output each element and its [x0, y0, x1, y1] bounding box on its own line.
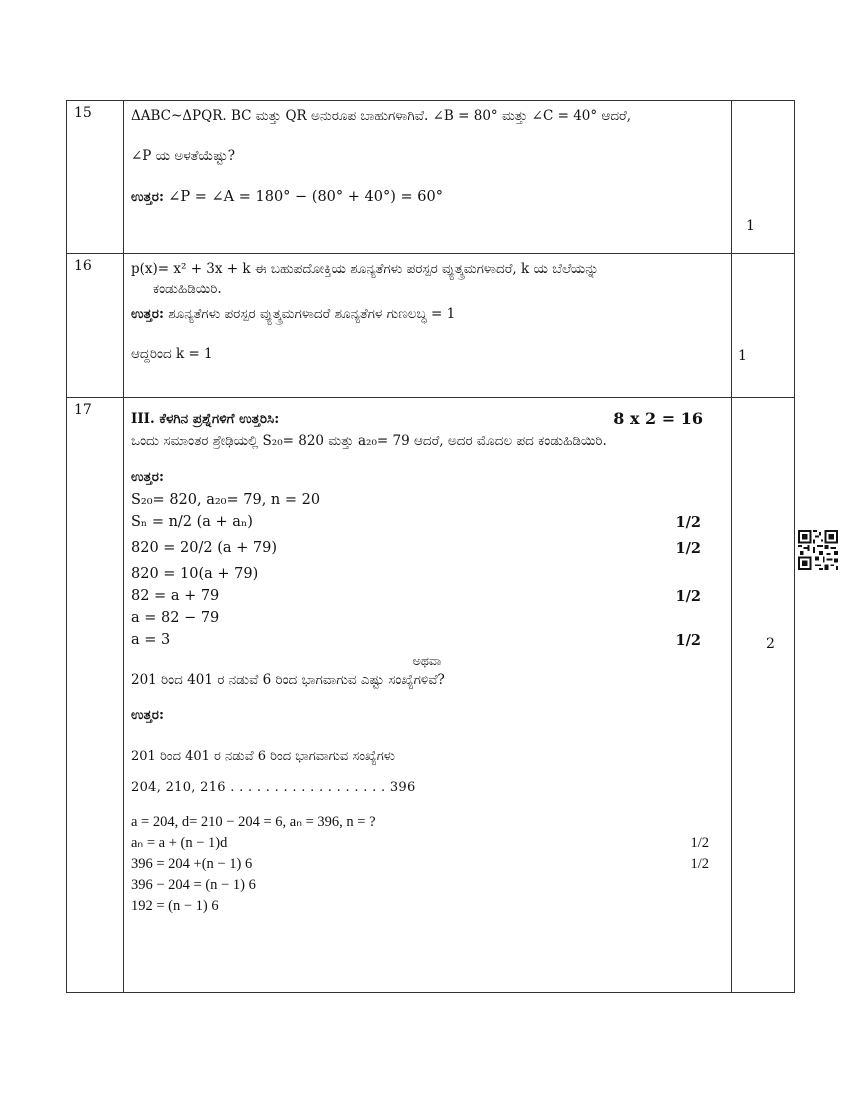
- step-text: a = 204, d= 210 − 204 = 6, aₙ = 396, n = ?: [131, 813, 376, 830]
- marks-cell: [732, 398, 795, 993]
- qr-code-icon[interactable]: [798, 530, 838, 570]
- step-mark: 1/2: [675, 631, 701, 649]
- question-text: ΔABC~ΔPQR. BC ಮತ್ತು QR ಅನುರೂಪ ಬಾಹುಗಳಾಗಿವೆ. ∠B = 80° ಮತ್ತು ∠C = 40° ಆದರೆ,: [131, 108, 632, 124]
- step-text: Sₙ = n/2 (a + aₙ): [131, 513, 253, 530]
- question-text: p(x)= x² + 3x + k ಈ ಬಹುಪದೋಕ್ತಿಯ ಶೂನ್ಯತೆಗಳು ಪರಸ್ಪರ ವ್ಯುತ್ಕ್ರಮಗಳಾದರೆ, k ಯ ಬೆಲೆಯನ್ನು: [131, 261, 599, 277]
- step-mark: 1/2: [675, 587, 701, 605]
- solution-step: [131, 812, 709, 833]
- solution-step: [131, 630, 701, 652]
- question-content: [124, 398, 732, 993]
- answer-key-table: [66, 100, 795, 993]
- step-mark: 1/2: [675, 539, 701, 557]
- alt-solution-steps: [131, 812, 723, 917]
- step-text: a = 82 − 79: [131, 609, 220, 626]
- step-text: S₂₀= 820, a₂₀= 79, n = 20: [131, 491, 321, 508]
- question-content: [124, 101, 732, 254]
- answer-line: [131, 304, 723, 324]
- answer-label: ಉತ್ತರ:: [131, 305, 164, 322]
- question-number: 15: [67, 101, 124, 254]
- solution-step: [131, 512, 701, 534]
- marks-value: 1: [746, 218, 755, 234]
- step-text: aₙ = a + (n − 1)d: [131, 834, 228, 851]
- question-text: ∠P ಯ ಅಳತೆಯೆಷ್ಟು?: [131, 148, 236, 165]
- section-marks: 8 x 2 = 16: [613, 409, 703, 428]
- solution-step: [131, 490, 701, 512]
- step-text: a = 3: [131, 631, 171, 648]
- answer-line: [131, 187, 723, 209]
- step-text: 396 − 204 = (n − 1) 6: [131, 876, 256, 893]
- answer-text: ಆದ್ದರಿಂದ k = 1: [131, 345, 213, 362]
- answer-text: ∠P = ∠A = 180° − (80° + 40°) = 60°: [168, 188, 443, 205]
- alt-answer-text: 201 ರಿಂದ 401 ರ ನಡುವೆ 6 ರಿಂದ ಭಾಗವಾಗುವ ಸಂಖ್ಯೆಗಳು: [131, 748, 395, 764]
- question-number: 16: [67, 254, 124, 398]
- question-text: ಒಂದು ಸಮಾಂತರ ಶ್ರೇಢಿಯಲ್ಲಿ S₂₀= 820 ಮತ್ತು a₂₀= 79 ಆದರೆ, ಅದರ ಮೊದಲ ಪದ ಕಂಡುಹಿಡಿಯಿರಿ.: [131, 433, 607, 449]
- marks-value: 1: [738, 348, 747, 364]
- section-heading: III. ಕೆಳಗಿನ ಪ್ರಶ್ನೆಗಳಿಗೆ ಉತ್ತರಿಸಿ:: [131, 410, 280, 427]
- solution-step: [131, 854, 709, 875]
- solution-steps: [131, 490, 723, 652]
- alt-sequence: 204, 210, 216 . . . . . . . . . . . . . . . . . . 396: [131, 780, 416, 796]
- solution-step: [131, 896, 709, 917]
- section-heading-row: [131, 407, 723, 431]
- question-row-16: [67, 254, 795, 398]
- answer-label: ಉತ್ತರ:: [131, 469, 164, 486]
- answer-label: ಉತ್ತರ:: [131, 188, 164, 205]
- question-row-17: [67, 398, 795, 993]
- question-number: 17: [67, 398, 124, 993]
- solution-step: [131, 833, 709, 854]
- or-label: ಅಥವಾ: [412, 652, 442, 668]
- solution-step: [131, 608, 701, 630]
- step-text: 192 = (n − 1) 6: [131, 897, 219, 914]
- solution-step: [131, 875, 709, 896]
- answer-text: ಶೂನ್ಯತೆಗಳು ಪರಸ್ಪರ ವ್ಯುತ್ಕ್ರಮಗಳಾದರೆ ಶೂನ್ಯತೆಗಳ ಗುಣಲಬ್ಧ = 1: [168, 305, 456, 322]
- step-text: 82 = a + 79: [131, 587, 220, 604]
- solution-step: [131, 564, 701, 586]
- question-content: [124, 254, 732, 398]
- step-mark: 1/2: [690, 834, 709, 851]
- alt-question-text: 201 ರಿಂದ 401 ರ ನಡುವೆ 6 ರಿಂದ ಭಾಗವಾಗುವ ಎಷ್ಟು ಸಂಖ್ಯೆಗಳಿವೆ?: [131, 672, 445, 689]
- question-row-15: [67, 101, 795, 254]
- step-mark: 1/2: [675, 513, 701, 531]
- answer-label: ಉತ್ತರ:: [131, 706, 164, 723]
- step-text: 820 = 10(a + 79): [131, 565, 259, 582]
- question-text: ಕಂಡುಹಿಡಿಯಿರಿ.: [153, 281, 222, 298]
- solution-step: [131, 586, 701, 608]
- solution-step: [131, 534, 701, 564]
- step-text: 396 = 204 +(n − 1) 6: [131, 855, 253, 872]
- marks-value: 2: [766, 636, 775, 652]
- marks-cell: [732, 101, 795, 254]
- marks-cell: [732, 254, 795, 398]
- step-mark: 1/2: [690, 855, 709, 872]
- step-text: 820 = 20/2 (a + 79): [131, 539, 277, 556]
